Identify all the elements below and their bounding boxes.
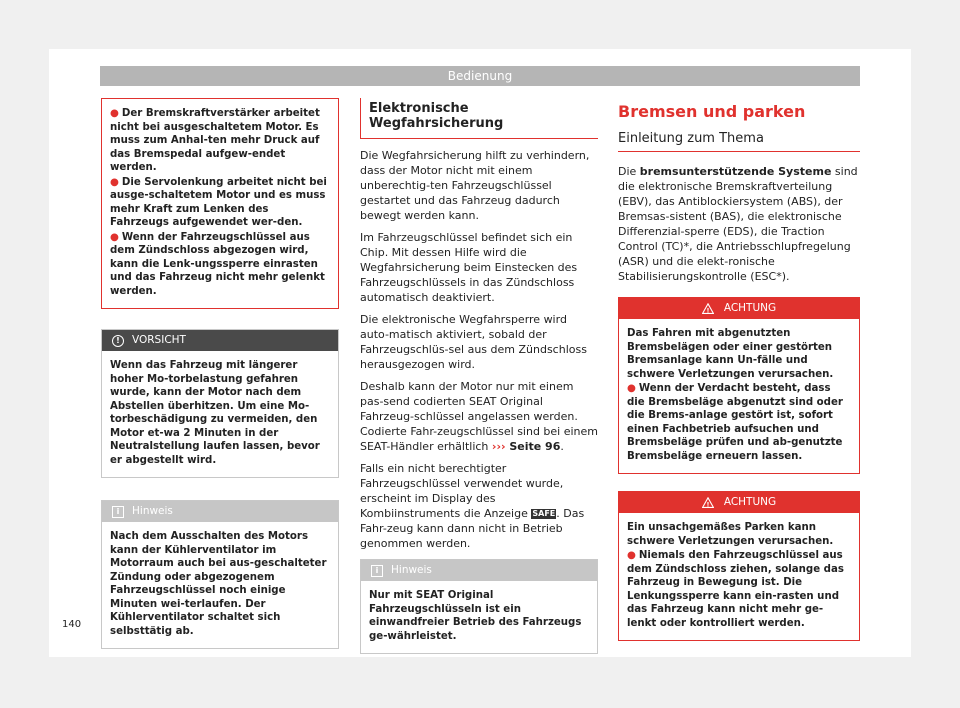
svg-text:!: ! — [706, 306, 710, 314]
intro-paragraph: Die bremsunterstützende Systeme sind die elektronische Bremskraftverteilung (EBV), das Antiblockiersystem (ABS), der Bremsas-sistent (BAS), die elektronische Differenzial-sperre (EDS), die Traction Control (TC)*, die Antriebsschlupfregelung (ASR) und die elekt-ronische Stabilisierungskontrolle (ESC*). — [618, 165, 858, 283]
page-reference-link[interactable]: ››› Seite 96 — [491, 440, 561, 453]
vorsicht-title: VORSICHT — [132, 334, 186, 346]
warning-item: ● Der Bremskraftverstärker arbeitet nicht bei ausgeschaltetem Motor. Es muss zum Anhal-ten mehr Druck auf das Bremspedal aufgew-endet werden. — [110, 108, 320, 173]
info-icon: i — [371, 565, 383, 577]
vorsicht-header — [102, 330, 338, 351]
warning-triangle-icon — [702, 303, 714, 314]
achtung-header — [619, 298, 859, 319]
reference-arrows-icon: ››› — [491, 440, 506, 453]
bullet-icon: ● — [110, 176, 119, 188]
column-right — [618, 98, 860, 641]
hinweis-title: Hinweis — [391, 564, 432, 576]
hinweis-box — [360, 559, 598, 654]
page-number: 140 — [62, 619, 82, 630]
paragraph: Deshalb kann der Motor nur mit einem pas-send codierten SEAT Original Fahrzeug-schlüssel angelassen werden. Codierte Fahr-zeugschlüssel sind bei einem SEAT-Händler erhältlich ››› Seite 96. — [360, 380, 599, 453]
bullet-icon: ● — [110, 231, 119, 243]
vorsicht-box — [101, 329, 339, 478]
hinweis-text: Nach dem Ausschalten des Motors kann der Kühlerventilator im Motorraum auch bei aus-geschalteter Zündung oder abgezogenem Fahrzeugschlüssel noch einige Minuten wei-terlaufen. Der Kühlerventilator schaltet sich selbsttätig ab. — [110, 531, 327, 637]
achtung-text: Ein unsachgemäßes Parken kann schwere Verletzungen verursachen. — [627, 522, 834, 547]
section-title: Elektronische Wegfahrsicherung — [360, 98, 598, 139]
hinweis-header — [361, 560, 597, 581]
bullet-icon: ● — [110, 108, 119, 119]
svg-text:!: ! — [706, 500, 710, 508]
vorsicht-text: Wenn das Fahrzeug mit längerer hoher Mo-torbelastung gefahren wurde, kann der Motor nach dem Abstellen überhitzen. Um eine Mo-torbeschädigung zu vermeiden, den Motor et-wa 2 Minuten in der Neutralstellung laufen lassen, bevor er abgestellt wird. — [110, 360, 320, 466]
achtung-title: ACHTUNG — [723, 496, 777, 508]
hinweis-text: Nur mit SEAT Original Fahrzeugschlüsseln ist ein einwandfreier Betrieb des Fahrzeugs ge-währleistet. — [369, 590, 582, 642]
chapter-title: Bremsen und parken — [618, 102, 806, 121]
hinweis-header — [102, 501, 338, 522]
column-left — [101, 98, 339, 649]
chapter-subtitle: Einleitung zum Thema — [618, 131, 860, 152]
column-middle — [360, 98, 598, 654]
info-icon: i — [112, 506, 124, 518]
achtung-text: Das Fahren mit abgenutzten Bremsbelägen oder einer gestörten Bremsanlage kann Un-fälle und schwere Verletzungen verursachen. — [627, 328, 834, 380]
caution-icon: ! — [112, 335, 124, 347]
paragraph: Die Wegfahrsicherung hilft zu verhindern, dass der Motor nicht mit einem unberechtig-ten Fahrzeugschlüssel gestartet und das Fahrzeug dadurch bewegt werden kann. — [360, 149, 590, 222]
achtung-item: ● Wenn der Verdacht besteht, dass die Bremsbeläge abgenutzt sind oder die Brems-anlage gestört ist, sofort einen Fachbetrieb aufsuchen und Bremsbeläge prüfen und ab-genutzte Bremsbeläge erneuern lassen. — [627, 383, 843, 462]
warning-triangle-icon — [702, 497, 714, 508]
bullet-icon: ● — [627, 550, 636, 561]
achtung-header — [619, 492, 859, 513]
warning-item: ● Wenn der Fahrzeugschlüssel aus dem Zündschloss abgezogen wird, kann die Lenk-ungssperre einrasten und das Fahrzeug nicht mehr gelenkt werden. — [110, 231, 325, 297]
safe-display-icon: SAFE — [532, 509, 556, 518]
achtung-box — [618, 491, 860, 641]
warning-item: ● Die Servolenkung arbeitet nicht bei ausge-schaltetem Motor und es muss mehr Kraft zum Lenken des Fahrzeugs aufgewendet wer-den. — [110, 176, 327, 228]
achtung-title: ACHTUNG — [723, 302, 777, 314]
achtung-box — [618, 297, 860, 474]
achtung-item: ● Niemals den Fahrzeugschlüssel aus dem Zündschloss ziehen, solange das Fahrzeug in Bewegung ist. Die Lenkungssperre kann ein-rasten und das Fahrzeug kann nicht mehr ge-lenkt oder kontrolliert werden. — [627, 550, 844, 629]
warning-continuation-box — [101, 98, 339, 309]
paragraph: Im Fahrzeugschlüssel befindet sich ein Chip. Mit dessen Hilfe wird die Wegfahrsicherung beim Einstecken des Fahrzeugschlüssels in das Zündschloss automatisch deaktiviert. — [360, 231, 578, 304]
section-header: Bedienung — [100, 66, 860, 86]
section-body — [360, 148, 598, 551]
hinweis-box — [101, 500, 339, 649]
bullet-icon: ● — [627, 383, 636, 394]
hinweis-title: Hinweis — [132, 505, 173, 517]
paragraph: Die elektronische Wegfahrsperre wird auto-matisch aktiviert, sobald der Fahrzeugschlüs-sel aus dem Zündschloss herausgezogen wird. — [360, 313, 587, 371]
paragraph: Falls ein nicht berechtigter Fahrzeugschlüssel verwendet wurde, erscheint im Display des Kombiinstruments die Anzeige SAFE. Das Fahr-zeug kann dann nicht in Betrieb genommen werden. — [360, 462, 585, 550]
